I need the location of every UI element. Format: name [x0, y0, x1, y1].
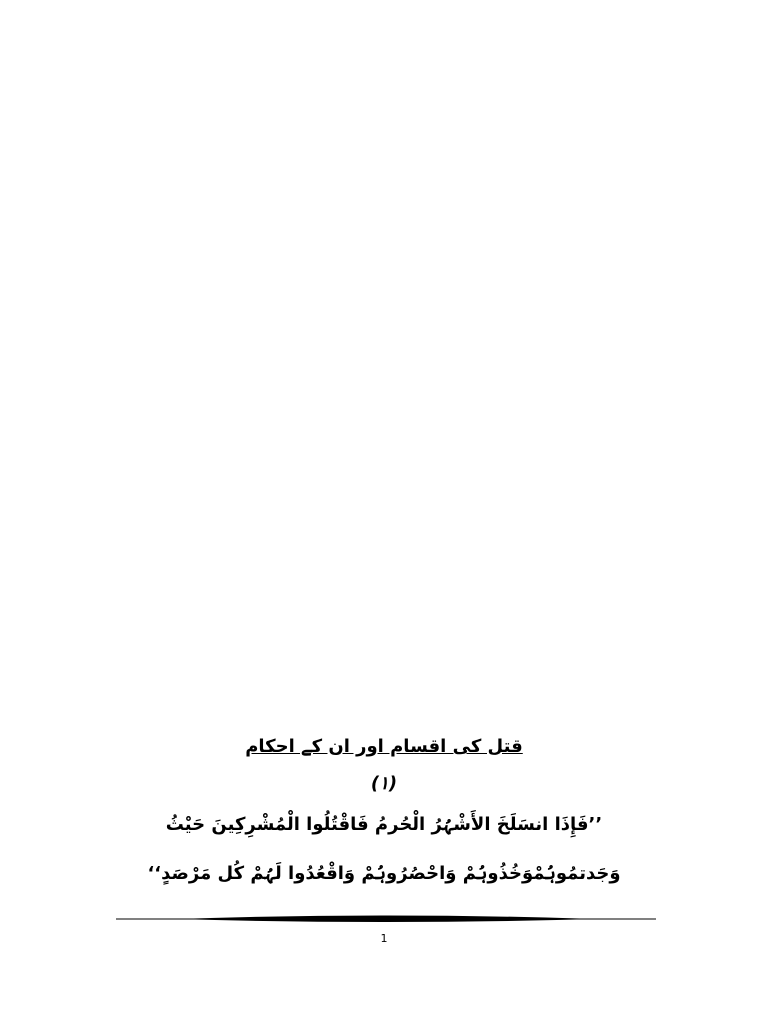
verse-line-2: وَجَدتمُوہُمْوَخُذُوہُمْ وَاحْصُرُوہُمْ وَاقْعُدُوا لَہُمْ كُل مَرْصَدٍ‘‘	[147, 863, 621, 884]
document-body	[100, 730, 668, 896]
section-title: قتل کی اقسام اور ان کے احکام	[245, 736, 523, 757]
verse-line-1: ’’فَإِذَا انسَلَخَ الأَشْہُرُ الْحُرمُ فَاقْتُلُوا الْمُشْرِكِينَ حَيْثُ	[165, 814, 603, 835]
page-number: 1	[380, 932, 388, 945]
footer-divider	[116, 912, 656, 926]
verse-number: (۱)	[370, 773, 398, 794]
